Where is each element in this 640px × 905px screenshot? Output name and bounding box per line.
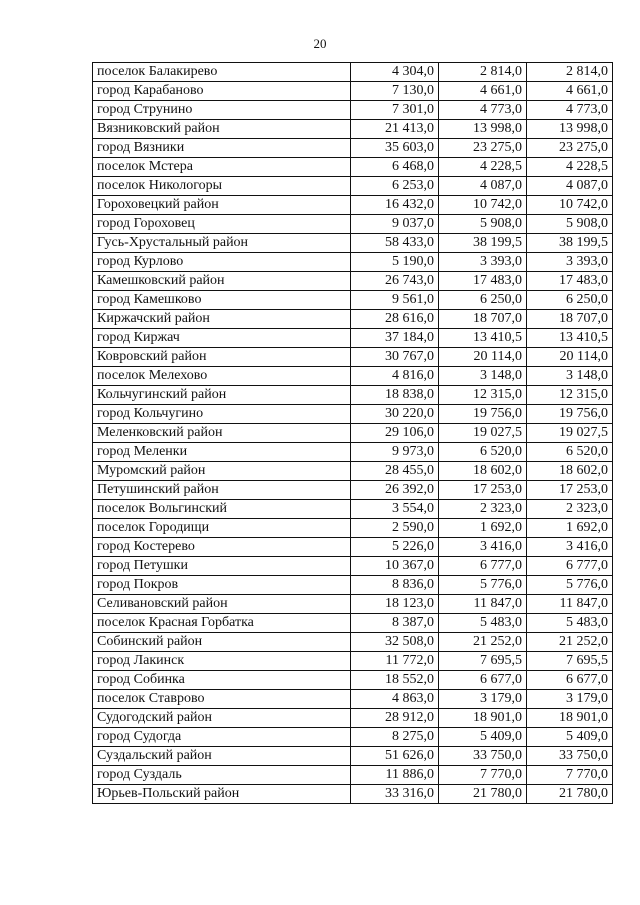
- municipality-name-cell: Киржачский район: [93, 310, 351, 329]
- amount-cell-1: 58 433,0: [351, 234, 439, 253]
- amount-cell-2: 18 901,0: [439, 709, 527, 728]
- table-row: [93, 253, 613, 272]
- table-row: [93, 405, 613, 424]
- amount-cell-3: 23 275,0: [527, 139, 613, 158]
- municipality-name-cell: Собинский район: [93, 633, 351, 652]
- amount-cell-2: 38 199,5: [439, 234, 527, 253]
- table-row: [93, 614, 613, 633]
- amount-cell-1: 5 226,0: [351, 538, 439, 557]
- table-row: [93, 671, 613, 690]
- amount-cell-1: 30 220,0: [351, 405, 439, 424]
- amount-cell-2: 19 027,5: [439, 424, 527, 443]
- table-row: [93, 291, 613, 310]
- amount-cell-3: 13 410,5: [527, 329, 613, 348]
- municipality-name-cell: город Кольчугино: [93, 405, 351, 424]
- municipality-name-cell: город Суздаль: [93, 766, 351, 785]
- amount-cell-1: 26 392,0: [351, 481, 439, 500]
- amount-cell-3: 21 780,0: [527, 785, 613, 804]
- municipality-name-cell: поселок Никологоры: [93, 177, 351, 196]
- table-row: [93, 120, 613, 139]
- amount-cell-1: 5 190,0: [351, 253, 439, 272]
- amount-cell-2: 13 410,5: [439, 329, 527, 348]
- table-row: [93, 158, 613, 177]
- amount-cell-2: 5 908,0: [439, 215, 527, 234]
- amount-cell-3: 3 393,0: [527, 253, 613, 272]
- amount-cell-1: 6 468,0: [351, 158, 439, 177]
- table-row: [93, 177, 613, 196]
- municipality-name-cell: поселок Мелехово: [93, 367, 351, 386]
- amount-cell-2: 6 677,0: [439, 671, 527, 690]
- amount-cell-1: 30 767,0: [351, 348, 439, 367]
- budget-table: [92, 62, 613, 804]
- table-body: [93, 63, 613, 804]
- amount-cell-3: 6 777,0: [527, 557, 613, 576]
- municipality-name-cell: город Камешково: [93, 291, 351, 310]
- table-row: [93, 101, 613, 120]
- amount-cell-2: 1 692,0: [439, 519, 527, 538]
- amount-cell-3: 7 695,5: [527, 652, 613, 671]
- municipality-name-cell: Вязниковский район: [93, 120, 351, 139]
- amount-cell-2: 21 780,0: [439, 785, 527, 804]
- table-row: [93, 500, 613, 519]
- table-row: [93, 310, 613, 329]
- municipality-name-cell: город Вязники: [93, 139, 351, 158]
- table-row: [93, 709, 613, 728]
- amount-cell-2: 13 998,0: [439, 120, 527, 139]
- municipality-name-cell: Гороховецкий район: [93, 196, 351, 215]
- municipality-name-cell: Ковровский район: [93, 348, 351, 367]
- municipality-name-cell: город Лакинск: [93, 652, 351, 671]
- amount-cell-3: 3 179,0: [527, 690, 613, 709]
- table-row: [93, 633, 613, 652]
- amount-cell-2: 17 253,0: [439, 481, 527, 500]
- amount-cell-1: 11 886,0: [351, 766, 439, 785]
- amount-cell-3: 5 776,0: [527, 576, 613, 595]
- amount-cell-1: 29 106,0: [351, 424, 439, 443]
- amount-cell-1: 21 413,0: [351, 120, 439, 139]
- amount-cell-1: 11 772,0: [351, 652, 439, 671]
- amount-cell-2: 6 520,0: [439, 443, 527, 462]
- municipality-name-cell: Селивановский район: [93, 595, 351, 614]
- municipality-name-cell: город Петушки: [93, 557, 351, 576]
- amount-cell-3: 4 773,0: [527, 101, 613, 120]
- table-row: [93, 234, 613, 253]
- municipality-name-cell: город Покров: [93, 576, 351, 595]
- table-row: [93, 557, 613, 576]
- amount-cell-2: 18 602,0: [439, 462, 527, 481]
- amount-cell-3: 2 323,0: [527, 500, 613, 519]
- table-row: [93, 538, 613, 557]
- municipality-name-cell: город Костерево: [93, 538, 351, 557]
- municipality-name-cell: Петушинский район: [93, 481, 351, 500]
- amount-cell-2: 10 742,0: [439, 196, 527, 215]
- municipality-name-cell: Кольчугинский район: [93, 386, 351, 405]
- amount-cell-1: 9 037,0: [351, 215, 439, 234]
- amount-cell-3: 4 087,0: [527, 177, 613, 196]
- municipality-name-cell: Юрьев-Польский район: [93, 785, 351, 804]
- amount-cell-1: 51 626,0: [351, 747, 439, 766]
- amount-cell-3: 3 148,0: [527, 367, 613, 386]
- amount-cell-3: 18 602,0: [527, 462, 613, 481]
- amount-cell-2: 18 707,0: [439, 310, 527, 329]
- table-row: [93, 63, 613, 82]
- amount-cell-3: 17 483,0: [527, 272, 613, 291]
- table-row: [93, 424, 613, 443]
- amount-cell-2: 20 114,0: [439, 348, 527, 367]
- amount-cell-2: 3 393,0: [439, 253, 527, 272]
- municipality-name-cell: город Собинка: [93, 671, 351, 690]
- amount-cell-2: 4 661,0: [439, 82, 527, 101]
- amount-cell-2: 7 695,5: [439, 652, 527, 671]
- municipality-name-cell: город Киржач: [93, 329, 351, 348]
- amount-cell-2: 17 483,0: [439, 272, 527, 291]
- amount-cell-3: 5 908,0: [527, 215, 613, 234]
- municipality-name-cell: город Карабаново: [93, 82, 351, 101]
- amount-cell-3: 19 756,0: [527, 405, 613, 424]
- amount-cell-2: 7 770,0: [439, 766, 527, 785]
- amount-cell-3: 18 901,0: [527, 709, 613, 728]
- municipality-name-cell: поселок Мстера: [93, 158, 351, 177]
- table-row: [93, 785, 613, 804]
- amount-cell-2: 11 847,0: [439, 595, 527, 614]
- table-row: [93, 652, 613, 671]
- amount-cell-3: 7 770,0: [527, 766, 613, 785]
- table-row: [93, 348, 613, 367]
- amount-cell-1: 4 863,0: [351, 690, 439, 709]
- municipality-name-cell: Меленковский район: [93, 424, 351, 443]
- amount-cell-3: 18 707,0: [527, 310, 613, 329]
- municipality-name-cell: город Струнино: [93, 101, 351, 120]
- amount-cell-1: 3 554,0: [351, 500, 439, 519]
- page-number: 20: [313, 36, 327, 51]
- table-row: [93, 481, 613, 500]
- table-row: [93, 595, 613, 614]
- amount-cell-3: 21 252,0: [527, 633, 613, 652]
- amount-cell-2: 2 323,0: [439, 500, 527, 519]
- amount-cell-3: 6 250,0: [527, 291, 613, 310]
- amount-cell-2: 5 409,0: [439, 728, 527, 747]
- table-row: [93, 443, 613, 462]
- amount-cell-2: 21 252,0: [439, 633, 527, 652]
- amount-cell-2: 2 814,0: [439, 63, 527, 82]
- amount-cell-2: 3 148,0: [439, 367, 527, 386]
- amount-cell-1: 7 301,0: [351, 101, 439, 120]
- amount-cell-2: 3 416,0: [439, 538, 527, 557]
- amount-cell-3: 6 520,0: [527, 443, 613, 462]
- amount-cell-1: 16 432,0: [351, 196, 439, 215]
- municipality-name-cell: поселок Вольгинский: [93, 500, 351, 519]
- table-row: [93, 82, 613, 101]
- amount-cell-3: 20 114,0: [527, 348, 613, 367]
- municipality-name-cell: Муромский район: [93, 462, 351, 481]
- amount-cell-2: 3 179,0: [439, 690, 527, 709]
- amount-cell-2: 4 087,0: [439, 177, 527, 196]
- amount-cell-3: 19 027,5: [527, 424, 613, 443]
- municipality-name-cell: Гусь-Хрустальный район: [93, 234, 351, 253]
- amount-cell-2: 6 777,0: [439, 557, 527, 576]
- amount-cell-1: 2 590,0: [351, 519, 439, 538]
- amount-cell-1: 18 552,0: [351, 671, 439, 690]
- municipality-name-cell: Суздальский район: [93, 747, 351, 766]
- amount-cell-2: 4 228,5: [439, 158, 527, 177]
- amount-cell-1: 35 603,0: [351, 139, 439, 158]
- table-row: [93, 139, 613, 158]
- amount-cell-3: 17 253,0: [527, 481, 613, 500]
- amount-cell-2: 12 315,0: [439, 386, 527, 405]
- amount-cell-1: 28 455,0: [351, 462, 439, 481]
- table-row: [93, 728, 613, 747]
- amount-cell-3: 38 199,5: [527, 234, 613, 253]
- municipality-name-cell: город Курлово: [93, 253, 351, 272]
- table-row: [93, 766, 613, 785]
- table-row: [93, 690, 613, 709]
- table-row: [93, 519, 613, 538]
- amount-cell-1: 33 316,0: [351, 785, 439, 804]
- amount-cell-3: 13 998,0: [527, 120, 613, 139]
- municipality-name-cell: Камешковский район: [93, 272, 351, 291]
- amount-cell-1: 7 130,0: [351, 82, 439, 101]
- amount-cell-1: 9 561,0: [351, 291, 439, 310]
- amount-cell-3: 10 742,0: [527, 196, 613, 215]
- table-row: [93, 747, 613, 766]
- amount-cell-3: 12 315,0: [527, 386, 613, 405]
- amount-cell-1: 4 304,0: [351, 63, 439, 82]
- amount-cell-1: 18 123,0: [351, 595, 439, 614]
- amount-cell-2: 6 250,0: [439, 291, 527, 310]
- municipality-name-cell: поселок Ставрово: [93, 690, 351, 709]
- municipality-name-cell: поселок Балакирево: [93, 63, 351, 82]
- amount-cell-3: 5 483,0: [527, 614, 613, 633]
- municipality-name-cell: город Гороховец: [93, 215, 351, 234]
- amount-cell-1: 26 743,0: [351, 272, 439, 291]
- table-row: [93, 272, 613, 291]
- table-row: [93, 576, 613, 595]
- amount-cell-3: 1 692,0: [527, 519, 613, 538]
- amount-cell-1: 9 973,0: [351, 443, 439, 462]
- amount-cell-3: 11 847,0: [527, 595, 613, 614]
- amount-cell-2: 5 776,0: [439, 576, 527, 595]
- amount-cell-1: 32 508,0: [351, 633, 439, 652]
- amount-cell-1: 37 184,0: [351, 329, 439, 348]
- amount-cell-2: 33 750,0: [439, 747, 527, 766]
- amount-cell-2: 4 773,0: [439, 101, 527, 120]
- amount-cell-2: 5 483,0: [439, 614, 527, 633]
- amount-cell-1: 8 275,0: [351, 728, 439, 747]
- amount-cell-1: 4 816,0: [351, 367, 439, 386]
- amount-cell-3: 33 750,0: [527, 747, 613, 766]
- amount-cell-3: 4 228,5: [527, 158, 613, 177]
- amount-cell-2: 23 275,0: [439, 139, 527, 158]
- table-row: [93, 215, 613, 234]
- amount-cell-1: 18 838,0: [351, 386, 439, 405]
- table-row: [93, 462, 613, 481]
- municipality-name-cell: поселок Красная Горбатка: [93, 614, 351, 633]
- table-row: [93, 329, 613, 348]
- amount-cell-1: 10 367,0: [351, 557, 439, 576]
- table-row: [93, 367, 613, 386]
- amount-cell-3: 2 814,0: [527, 63, 613, 82]
- amount-cell-3: 6 677,0: [527, 671, 613, 690]
- amount-cell-1: 28 912,0: [351, 709, 439, 728]
- municipality-name-cell: поселок Городищи: [93, 519, 351, 538]
- municipality-name-cell: Судогодский район: [93, 709, 351, 728]
- amount-cell-2: 19 756,0: [439, 405, 527, 424]
- table-row: [93, 196, 613, 215]
- amount-cell-1: 8 836,0: [351, 576, 439, 595]
- amount-cell-3: 4 661,0: [527, 82, 613, 101]
- amount-cell-1: 6 253,0: [351, 177, 439, 196]
- amount-cell-3: 5 409,0: [527, 728, 613, 747]
- amount-cell-1: 8 387,0: [351, 614, 439, 633]
- amount-cell-1: 28 616,0: [351, 310, 439, 329]
- municipality-name-cell: город Меленки: [93, 443, 351, 462]
- amount-cell-3: 3 416,0: [527, 538, 613, 557]
- municipality-name-cell: город Судогда: [93, 728, 351, 747]
- table-row: [93, 386, 613, 405]
